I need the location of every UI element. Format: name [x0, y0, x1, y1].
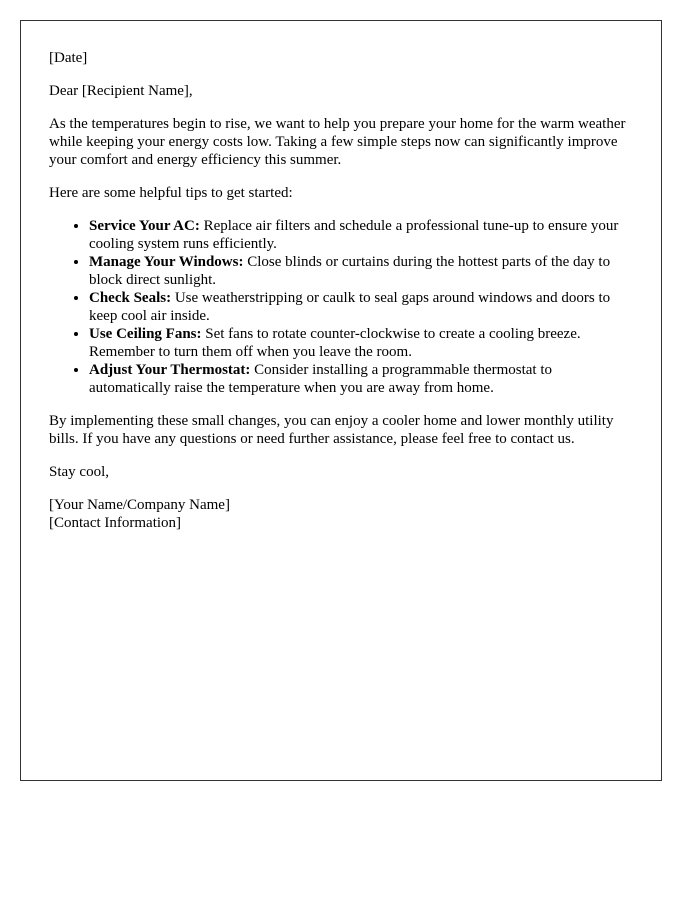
tip-text: Consider installing a programmable thermostat to automatically raise the temperature when you are away from home. [89, 362, 553, 396]
tips-list [49, 217, 633, 397]
tips-intro: Here are some helpful tips to get started: [49, 185, 293, 201]
tip-item [89, 325, 633, 361]
signature-block [49, 496, 633, 532]
date: [Date] [49, 50, 88, 66]
tip-title: Service Your AC: [89, 218, 200, 234]
letter [20, 20, 662, 781]
tip-title: Use Ceiling Fans: [89, 326, 202, 342]
sender-name: [Your Name/Company Name] [49, 497, 230, 513]
tip-text: Set fans to rotate counter-clockwise to create a cooling breeze. Remember to turn them off when you leave the room. [89, 326, 581, 360]
salutation: Dear [Recipient Name], [49, 83, 193, 99]
tip-item [89, 289, 633, 325]
tip-title: Adjust Your Thermostat: [89, 362, 251, 378]
tip-item [89, 253, 633, 289]
tip-text: Use weatherstripping or caulk to seal gaps around windows and doors to keep cool air inside. [89, 290, 611, 324]
sender-contact: [Contact Information] [49, 515, 182, 531]
intro-paragraph: As the temperatures begin to rise, we want to help you prepare your home for the warm weather while keeping your energy costs low. Taking a few simple steps now can significantly improve your comfort and energy efficiency this summer. [49, 116, 626, 168]
tip-text: Close blinds or curtains during the hottest parts of the day to block direct sunlight. [89, 254, 611, 288]
tip-title: Check Seals: [89, 290, 172, 306]
closing-paragraph: By implementing these small changes, you can enjoy a cooler home and lower monthly utility bills. If you have any questions or need further assistance, please feel free to contact us. [49, 413, 614, 447]
tip-item [89, 361, 633, 397]
sign-off: Stay cool, [49, 464, 109, 480]
tip-text: Replace air filters and schedule a professional tune-up to ensure your cooling system runs efficiently. [89, 218, 619, 252]
tip-title: Manage Your Windows: [89, 254, 244, 270]
tip-item [89, 217, 633, 253]
